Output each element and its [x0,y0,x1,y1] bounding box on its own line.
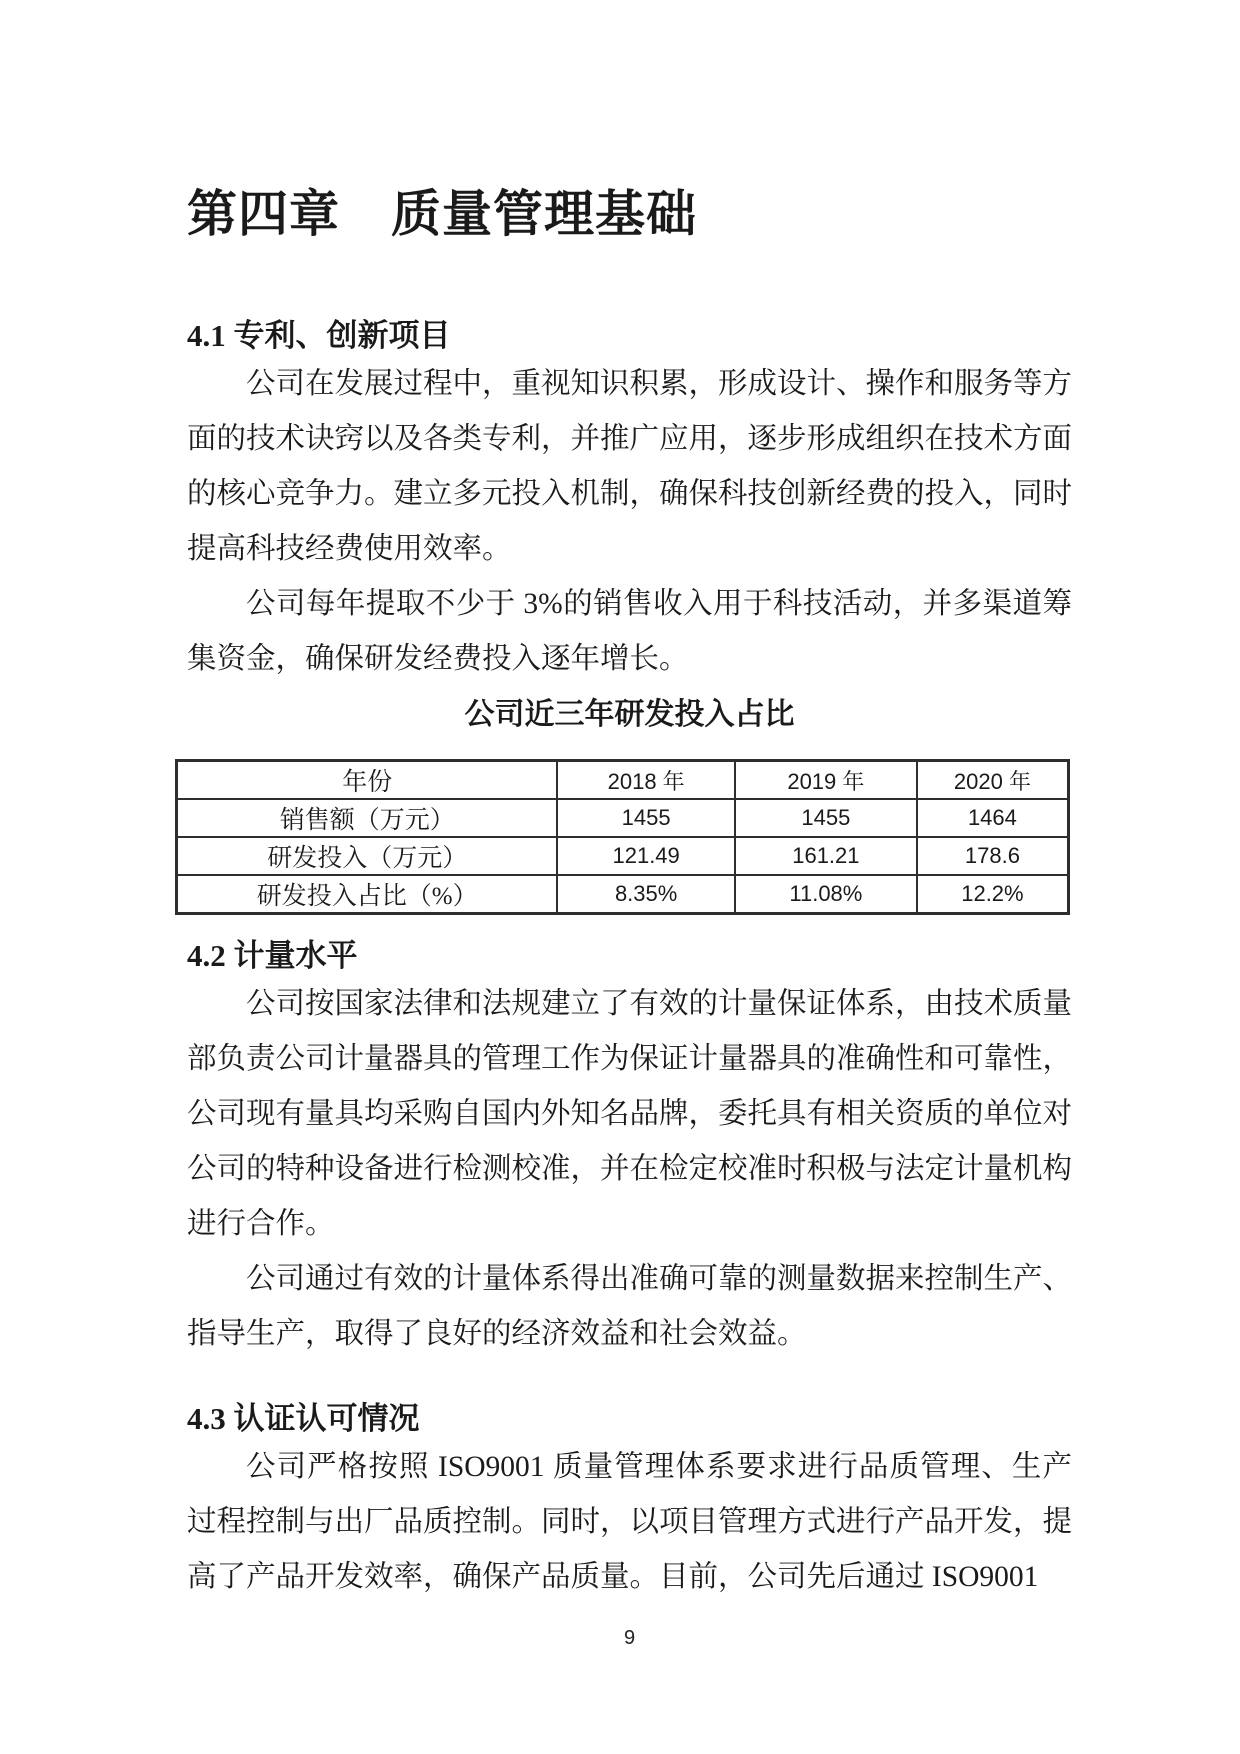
table-cell: 161.21 [735,837,917,875]
section-heading-4-3: 4.3 认证认可情况 [187,1401,420,1436]
table-cell: 178.6 [917,837,1069,875]
table-cell: 1464 [917,799,1069,837]
chapter-title: 第四章 质量管理基础 [187,186,697,242]
rd-investment-table [175,759,1070,915]
table-cell: 121.49 [557,837,735,875]
paragraph: 公司按国家法律和法规建立了有效的计量保证体系，由技术质量部负责公司计量器具的管理工作为保证计量器具的准确性和可靠性，公司现有量具均采购自国内外知名品牌，委托具有相关资质的单位对公司的特种设备进行检测校准，并在检定校准时积极与法定计量机构进行合作。 [187,988,1073,1240]
table-cell: 8.35% [557,875,735,914]
table-row [177,837,1069,875]
page-number: 9 [623,1627,636,1649]
page-content [0,183,1240,1651]
paragraph: 公司每年提取不少于 3%的销售收入用于科技活动，并多渠道筹集资金，确保研发经费投入逐年增长。 [187,588,1072,675]
table-cell: 1455 [735,799,917,837]
table-cell: 1455 [557,799,735,837]
table-row-label: 销售额（万元） [177,799,558,837]
table-title: 公司近三年研发投入占比 [464,698,795,731]
table-header-row [177,761,1069,800]
table-cell: 12.2% [917,875,1069,914]
table-header-cell: 2020 年 [917,761,1069,800]
section-heading-4-2: 4.2 计量水平 [187,938,358,973]
paragraph: 公司通过有效的计量体系得出准确可靠的测量数据来控制生产、指导生产，取得了良好的经济效益和社会效益。 [187,1263,1073,1350]
table-header-cell: 年份 [177,761,558,800]
table-row [177,875,1069,914]
table-header-cell: 2019 年 [735,761,917,800]
paragraph: 公司在发展过程中，重视知识积累，形成设计、操作和服务等方面的技术诀窍以及各类专利，并推广应用，逐步形成组织在技术方面的核心竞争力。建立多元投入机制，确保科技创新经费的投入，同时提高科技经费使用效率。 [187,368,1073,565]
table-row [177,799,1069,837]
table-cell: 11.08% [735,875,917,914]
table-header-cell: 2018 年 [557,761,735,800]
table-row-label: 研发投入（万元） [177,837,558,875]
paragraph: 公司严格按照 ISO9001 质量管理体系要求进行品质管理、生产过程控制与出厂品质控制。同时，以项目管理方式进行产品开发，提高了产品开发效率，确保产品质量。目前，公司先后通过 ISO9001 [187,1451,1073,1593]
table-row-label: 研发投入占比（%） [177,875,558,914]
section-heading-4-1: 4.1 专利、创新项目 [187,318,451,353]
